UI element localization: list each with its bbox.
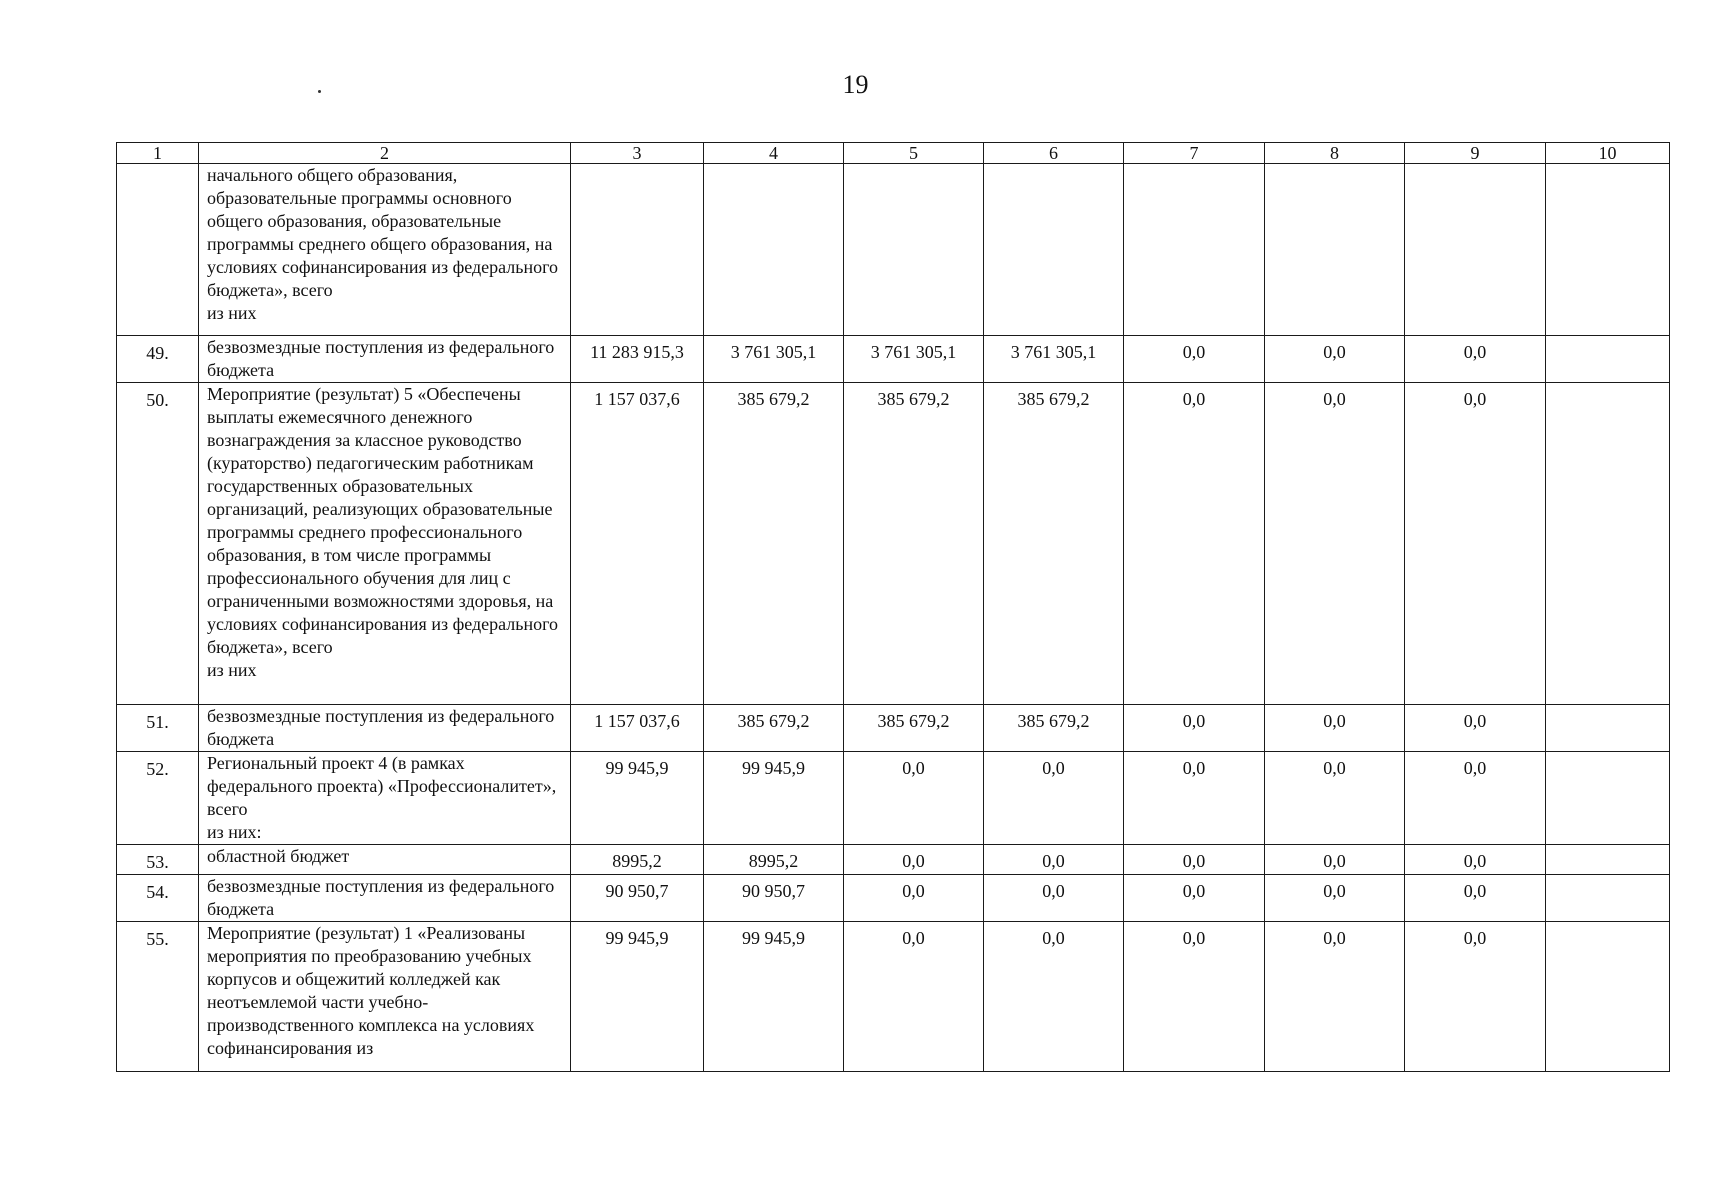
amount-cell: 3 761 305,1	[984, 336, 1124, 383]
amount-cell: 385 679,2	[844, 383, 984, 705]
table-row	[117, 752, 1670, 845]
column-header: 7	[1124, 143, 1265, 164]
amount-cell: 385 679,2	[704, 383, 844, 705]
row-number: 55.	[117, 922, 199, 1072]
row-description: безвозмездные поступления из федерального бюджета	[199, 705, 571, 752]
budget-table-container	[116, 142, 1670, 1072]
amount-cell	[1546, 845, 1670, 875]
budget-table	[116, 142, 1670, 1072]
column-header: 8	[1265, 143, 1405, 164]
amount-cell	[1546, 922, 1670, 1072]
amount-cell: 0,0	[1405, 383, 1546, 705]
amount-cell: 385 679,2	[984, 383, 1124, 705]
amount-cell: 0,0	[1265, 383, 1405, 705]
amount-cell: 0,0	[1124, 845, 1265, 875]
row-number: 51.	[117, 705, 199, 752]
amount-cell: 1 157 037,6	[571, 705, 704, 752]
amount-cell	[984, 164, 1124, 336]
amount-cell: 90 950,7	[704, 875, 844, 922]
amount-cell: 99 945,9	[571, 752, 704, 845]
amount-cell: 0,0	[1265, 922, 1405, 1072]
column-header: 5	[844, 143, 984, 164]
amount-cell: 1 157 037,6	[571, 383, 704, 705]
amount-cell: 0,0	[1265, 336, 1405, 383]
amount-cell: 0,0	[1124, 752, 1265, 845]
amount-cell: 0,0	[984, 922, 1124, 1072]
amount-cell: 99 945,9	[704, 752, 844, 845]
column-header: 2	[199, 143, 571, 164]
amount-cell: 11 283 915,3	[571, 336, 704, 383]
amount-cell: 3 761 305,1	[844, 336, 984, 383]
table-row	[117, 875, 1670, 922]
amount-cell: 8995,2	[704, 845, 844, 875]
amount-cell: 385 679,2	[704, 705, 844, 752]
table-row	[117, 164, 1670, 336]
amount-cell	[1405, 164, 1546, 336]
amount-cell: 0,0	[1124, 336, 1265, 383]
row-description: безвозмездные поступления из федерального бюджета	[199, 875, 571, 922]
amount-cell: 385 679,2	[984, 705, 1124, 752]
amount-cell: 0,0	[1124, 875, 1265, 922]
amount-cell: 0,0	[1405, 752, 1546, 845]
amount-cell: 0,0	[1265, 845, 1405, 875]
row-description: начального общего образования, образовательные программы основного общего образования, образовательные программы среднего общего образования, на условиях софинансирования из федерального бюджета», всего из них	[199, 164, 571, 336]
row-number: 50.	[117, 383, 199, 705]
amount-cell: 0,0	[984, 752, 1124, 845]
table-body	[117, 143, 1670, 1072]
amount-cell: 0,0	[1124, 383, 1265, 705]
table-row	[117, 383, 1670, 705]
amount-cell: 90 950,7	[571, 875, 704, 922]
amount-cell: 99 945,9	[704, 922, 844, 1072]
amount-cell: 0,0	[1405, 845, 1546, 875]
row-description: безвозмездные поступления из федерального бюджета	[199, 336, 571, 383]
page-number: 19	[842, 70, 869, 99]
row-description: Региональный проект 4 (в рамках федерального проекта) «Профессионалитет», всего из них:	[199, 752, 571, 845]
row-description: областной бюджет	[199, 845, 571, 875]
row-number: 49.	[117, 336, 199, 383]
amount-cell: 0,0	[1405, 875, 1546, 922]
amount-cell: 0,0	[1124, 705, 1265, 752]
amount-cell: 99 945,9	[571, 922, 704, 1072]
amount-cell: 0,0	[844, 752, 984, 845]
amount-cell: 3 761 305,1	[704, 336, 844, 383]
amount-cell	[1546, 875, 1670, 922]
amount-cell: 0,0	[1265, 752, 1405, 845]
amount-cell	[1546, 336, 1670, 383]
column-header: 1	[117, 143, 199, 164]
column-header: 10	[1546, 143, 1670, 164]
column-number-row	[117, 143, 1670, 164]
amount-cell	[1124, 164, 1265, 336]
amount-cell	[1546, 752, 1670, 845]
column-header: 9	[1405, 143, 1546, 164]
amount-cell: 0,0	[1265, 875, 1405, 922]
amount-cell: 0,0	[844, 875, 984, 922]
amount-cell: 0,0	[1265, 705, 1405, 752]
amount-cell	[1546, 705, 1670, 752]
amount-cell: 8995,2	[571, 845, 704, 875]
amount-cell: 0,0	[1124, 922, 1265, 1072]
amount-cell	[704, 164, 844, 336]
row-number: 53.	[117, 845, 199, 875]
row-number	[117, 164, 199, 336]
amount-cell	[571, 164, 704, 336]
amount-cell: 0,0	[844, 845, 984, 875]
amount-cell	[1265, 164, 1405, 336]
amount-cell	[844, 164, 984, 336]
amount-cell: 0,0	[984, 845, 1124, 875]
table-row	[117, 845, 1670, 875]
scan-speck	[318, 90, 321, 93]
amount-cell: 0,0	[1405, 705, 1546, 752]
amount-cell: 0,0	[844, 922, 984, 1072]
amount-cell: 0,0	[1405, 922, 1546, 1072]
table-row	[117, 705, 1670, 752]
row-description: Мероприятие (результат) 5 «Обеспечены выплаты ежемесячного денежного вознаграждения за классное руководство (кураторство) педагогическим работникам государственных образовательных организаций, реализующих образовательные программы среднего профессионального образования, в том числе программы профессионального обучения для лиц с ограниченными возможностями здоровья, на условиях софинансирования из федерального бюджета», всего из них	[199, 383, 571, 705]
column-header: 4	[704, 143, 844, 164]
amount-cell: 0,0	[984, 875, 1124, 922]
amount-cell	[1546, 383, 1670, 705]
amount-cell: 385 679,2	[844, 705, 984, 752]
table-row	[117, 922, 1670, 1072]
row-description: Мероприятие (результат) 1 «Реализованы мероприятия по преобразованию учебных корпусов и общежитий колледжей как неотъемлемой части учебно-производственного комплекса на условиях софинансирования из	[199, 922, 571, 1072]
row-number: 54.	[117, 875, 199, 922]
table-row	[117, 336, 1670, 383]
column-header: 6	[984, 143, 1124, 164]
amount-cell: 0,0	[1405, 336, 1546, 383]
row-number: 52.	[117, 752, 199, 845]
column-header: 3	[571, 143, 704, 164]
amount-cell	[1546, 164, 1670, 336]
